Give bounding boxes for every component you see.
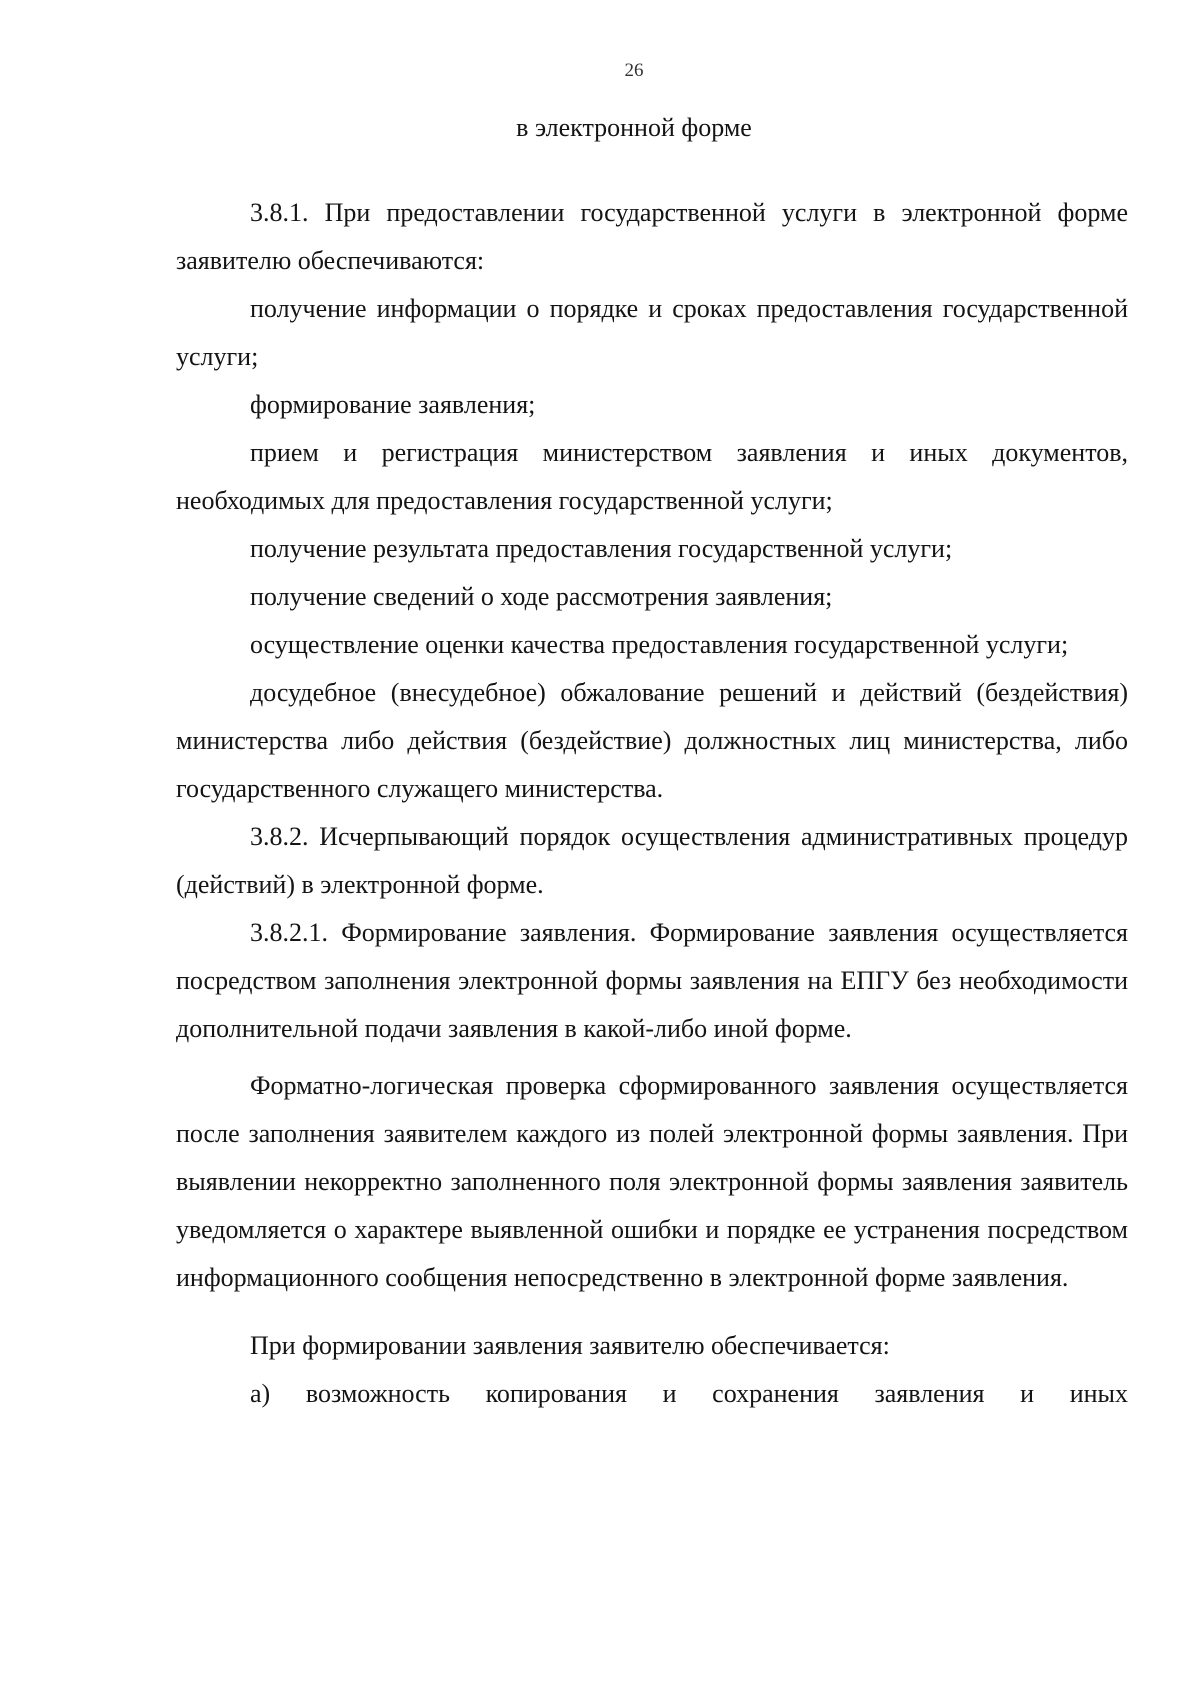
paragraph: досудебное (внесудебное) обжалование решений и действий (бездействия) министерства либо действия (бездействие) должностных лиц министерства, либо государственного служащего министерства. xyxy=(176,678,1128,803)
paragraph: Форматно-логическая проверка сформированного заявления осуществляется после заполнения заявителем каждого из полей электронной формы заявления. При выявлении некорректно заполненного поля электронной формы заявления заявитель уведомляется о характере выявленной ошибки и порядке ее устранения посредством информационного сообщения непосредственно в электронной форме заявления. xyxy=(176,1071,1128,1292)
paragraph: осуществление оценки качества предоставления государственной услуги; xyxy=(250,630,1069,659)
paragraph: прием и регистрация министерством заявления и иных документов, необходимых для предоставления государственной услуги; xyxy=(176,438,1128,515)
paragraph: 3.8.2. Исчерпывающий порядок осуществления административных процедур (действий) в электронной форме. xyxy=(176,822,1128,899)
page-number: 26 xyxy=(624,60,644,81)
paragraph: При формировании заявления заявителю обеспечивается: xyxy=(250,1331,890,1360)
paragraph: формирование заявления; xyxy=(250,390,536,419)
paragraph: 3.8.1. При предоставлении государственной услуги в электронной форме заявителю обеспечиваются: xyxy=(176,198,1128,275)
paragraph: получение информации о порядке и сроках предоставления государственной услуги; xyxy=(176,294,1128,371)
paragraph: получение сведений о ходе рассмотрения заявления; xyxy=(250,582,833,611)
paragraph: а) возможность копирования и сохранения заявления и иных xyxy=(250,1379,1128,1408)
document-body xyxy=(176,189,1128,1418)
section-heading: в электронной форме xyxy=(516,113,752,142)
paragraph: 3.8.2.1. Формирование заявления. Формирование заявления осуществляется посредством заполнения электронной формы заявления на ЕПГУ без необходимости дополнительной подачи заявления в какой-либо иной форме. xyxy=(176,918,1128,1043)
paragraph: получение результата предоставления государственной услуги; xyxy=(250,534,953,563)
